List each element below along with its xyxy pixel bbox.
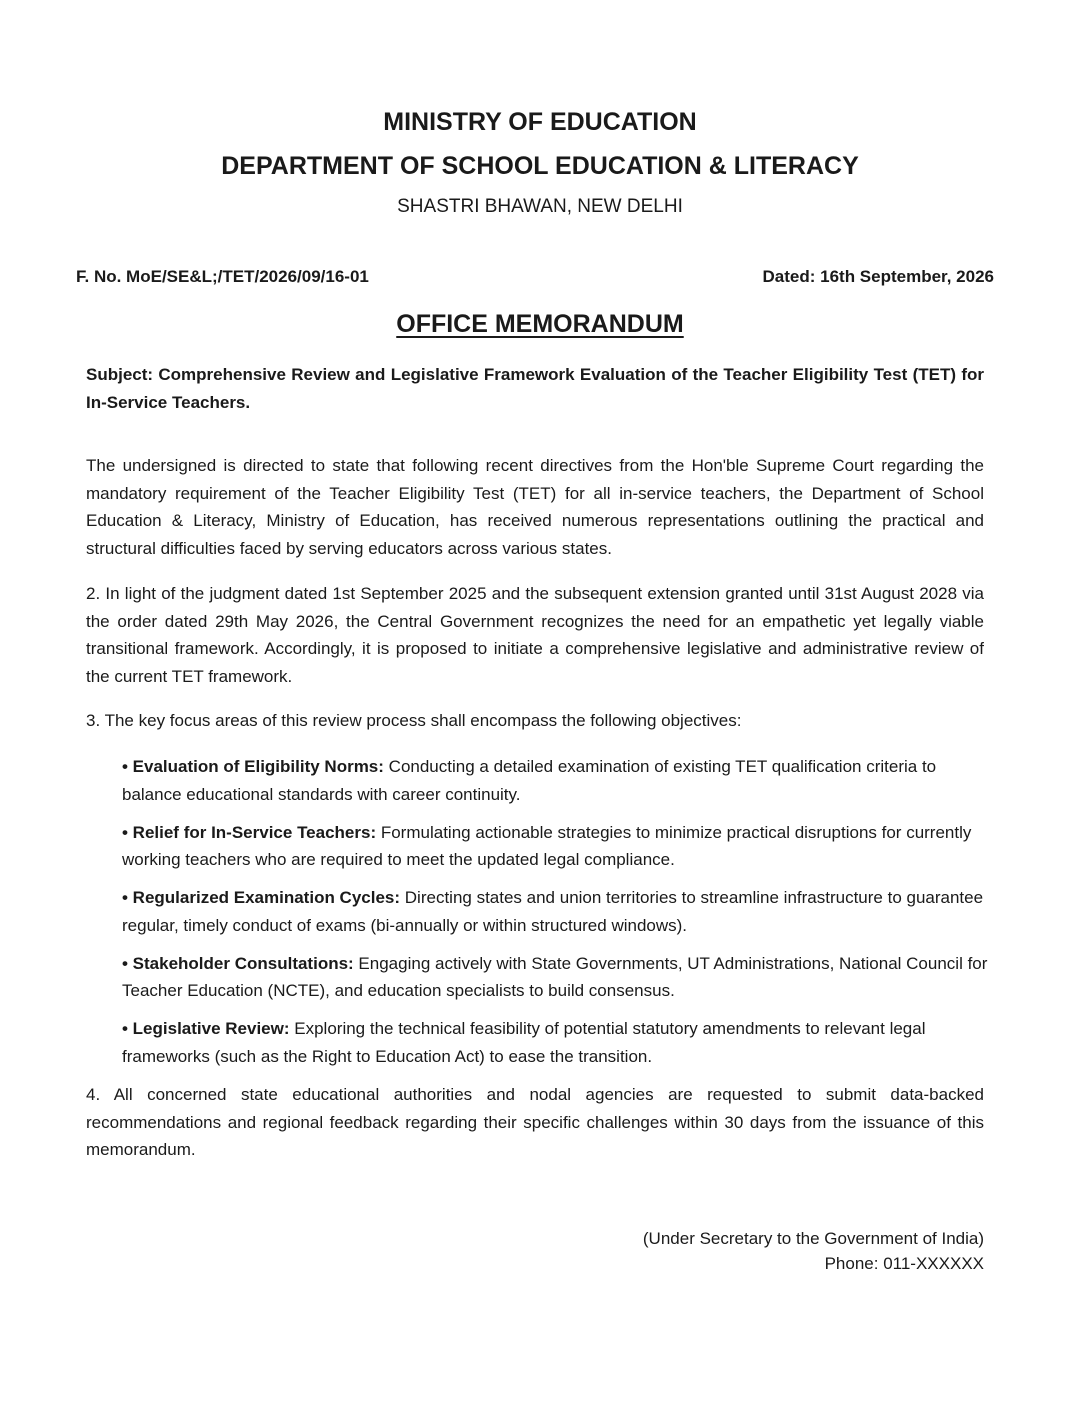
objective-heading: • Legislative Review: — [122, 1019, 290, 1038]
objective-item — [122, 753, 992, 808]
paragraph-1: The undersigned is directed to state that following recent directives from the Hon'ble Supreme Court regarding the mandatory requirement of the Teacher Eligibility Test (TET) for all in-service teachers, the Department of School Education & Literacy, Ministry of Education, has received numerous representations outlining the practical and structural difficulties faced by serving educators across various states. — [86, 456, 984, 558]
objective-heading: • Stakeholder Consultations: — [122, 953, 354, 973]
address-line: SHASTRI BHAWAN, NEW DELHI — [397, 196, 683, 217]
signatory-designation: (Under Secretary to the Government of India) — [642, 1229, 984, 1248]
objective-text: Formulating actionable strategies to minimize practical disruptions for currently working teachers who are required to meet the updated legal compliance. — [122, 822, 972, 869]
objective-item — [122, 1015, 992, 1070]
paragraph-4: 4. All concerned state educational authorities and nodal agencies are requested to submit data-backed recommendations and regional feedback regarding their specific challenges within 30 days from the issuance of this memorandum. — [86, 1085, 984, 1159]
objective-item — [122, 884, 992, 939]
objective-text: Conducting a detailed examination of existing TET qualification criteria to balance educational standards with career continuity. — [122, 757, 937, 804]
objective-text: Exploring the technical feasibility of potential statutory amendments to relevant legal frameworks (such as the Right to Education Act) to ease the transition. — [122, 1019, 926, 1066]
objective-item — [122, 819, 992, 874]
objective-heading: • Relief for In-Service Teachers: — [122, 822, 377, 842]
paragraph-2: 2. In light of the judgment dated 1st September 2025 and the subsequent extension granted until 31st August 2028 via the order dated 29th May 2026, the Central Government recognizes the need for an empathetic yet legally viable transitional framework. Accordingly, it is proposed to initiate a comprehensive legislative and administrative review of the current TET framework. — [86, 584, 984, 686]
ministry-heading: MINISTRY OF EDUCATION — [383, 108, 697, 136]
file-number: F. No. MoE/SE&L;/TET/2026/09/16-01 — [76, 267, 369, 286]
signatory-phone: Phone: 011-XXXXXX — [824, 1254, 984, 1273]
objective-heading: • Regularized Examination Cycles: — [122, 888, 401, 907]
memo-title — [0, 310, 1080, 339]
paragraph-3: 3. The key focus areas of this review process shall encompass the following objectives: — [86, 711, 742, 730]
objective-text: Engaging actively with State Governments, UT Administrations, National Council for Teacher Education (NCTE), and education specialists to build consensus. — [122, 953, 988, 1000]
objective-heading: • Evaluation of Eligibility Norms: — [122, 757, 384, 776]
objective-item — [122, 950, 992, 1005]
subject-line: Subject: Comprehensive Review and Legislative Framework Evaluation of the Teacher Eligibility Test (TET) for In-Service Teachers. — [86, 365, 984, 412]
department-heading: DEPARTMENT OF SCHOOL EDUCATION & LITERACY — [221, 152, 859, 180]
memo-title-text: OFFICE MEMORANDUM — [396, 310, 684, 338]
memo-date: Dated: 16th September, 2026 — [762, 267, 994, 286]
objective-text: Directing states and union territories to streamline infrastructure to guarantee regular, timely conduct of exams (bi-annually or within structured windows). — [122, 888, 984, 935]
objectives-list — [122, 753, 992, 1081]
